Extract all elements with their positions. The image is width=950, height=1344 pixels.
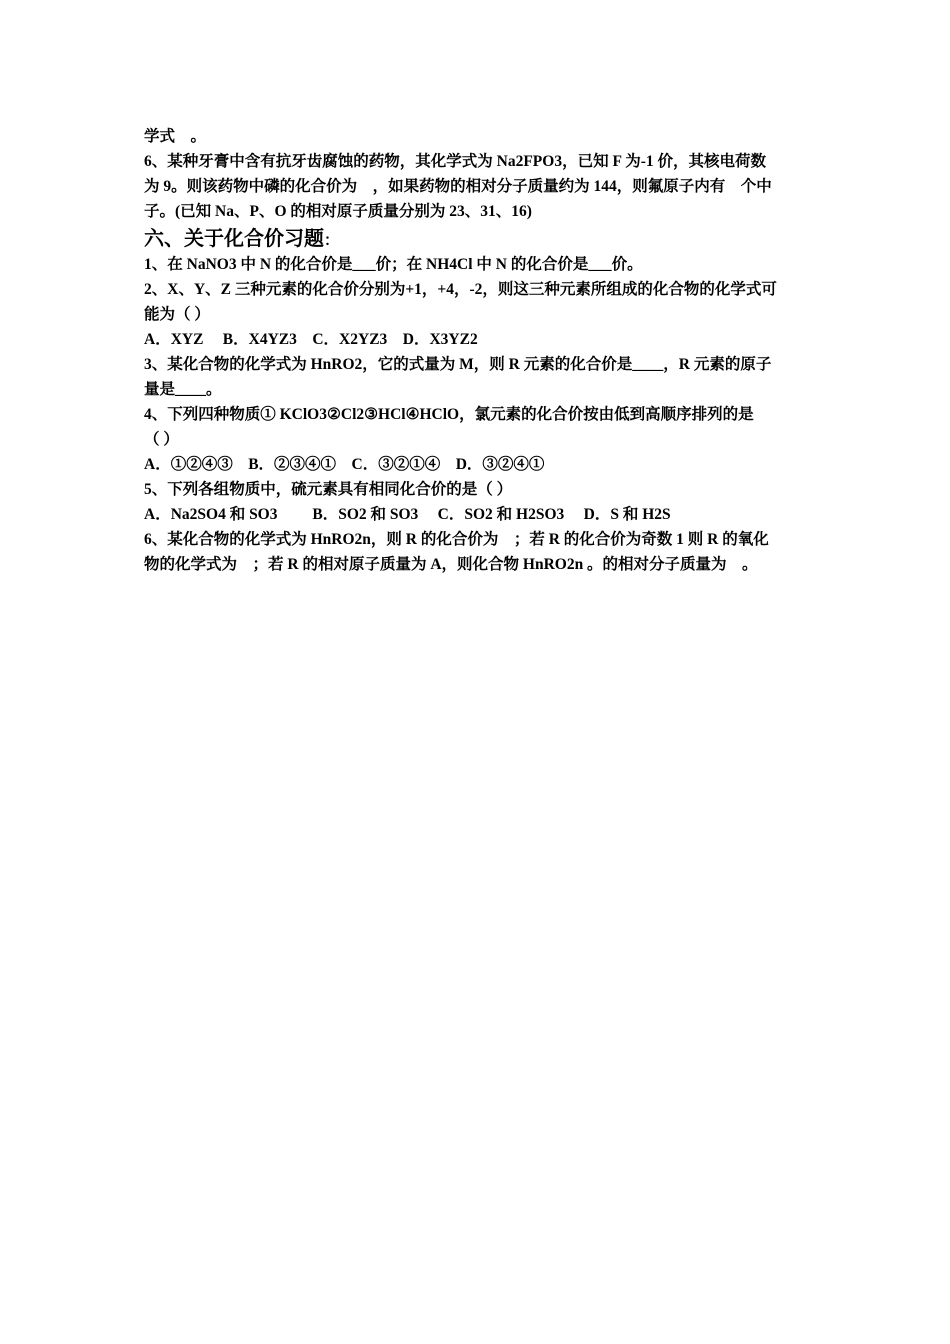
section-title: 六、关于化合价习题 xyxy=(144,226,324,250)
question-line: 物的化学式为 ；若 R 的相对原子质量为 A，则化合物 HnRO2n 。的相对分子质量为 。 xyxy=(144,556,758,573)
answer-options: A．XYZ B．X4YZ3 C．X2YZ3 D．X3YZ2 xyxy=(144,331,478,348)
text-line: 子。(已知 Na、P、O 的相对原子质量分别为 23、31、16) xyxy=(144,203,532,220)
question-line: 能为（ ） xyxy=(144,306,210,323)
question-line: 2、X、Y、Z 三种元素的化合价分别为+1，+4，-2，则这三种元素所组成的化合物的化学式可 xyxy=(144,281,777,298)
document-page xyxy=(144,124,810,577)
answer-options: A．Na2SO4 和 SO3 B．SO2 和 SO3 C．SO2 和 H2SO3 D．S 和 H2S xyxy=(144,506,671,523)
answer-options: A．①②④③ B．②③④① C．③②①④ D．③②④① xyxy=(144,456,545,473)
text-line: 为 9。则该药物中磷的化合价为 ，如果药物的相对分子质量约为 144，则氟原子内有 个中 xyxy=(144,178,772,195)
question-line: 5、下列各组物质中，硫元素具有相同化合价的是（ ） xyxy=(144,481,513,498)
question-line: 3、某化合物的化学式为 HnRO2，它的式量为 M，则 R 元素的化合价是____，R 元素的原子 xyxy=(144,356,772,373)
section-heading xyxy=(144,224,810,252)
question-line: 4、下列四种物质① KClO3②Cl2③HCl④HClO，氯元素的化合价按由低到高顺序排列的是 xyxy=(144,406,754,423)
section-colon: ： xyxy=(324,231,340,249)
text-line: 学式 。 xyxy=(144,128,207,145)
question-line: （ ） xyxy=(144,431,179,448)
question-line: 6、某化合物的化学式为 HnRO2n，则 R 的化合价为 ；若 R 的化合价为奇数 1 则 R 的氧化 xyxy=(144,531,769,548)
question-line: 1、在 NaNO3 中 N 的化合价是___价；在 NH4Cl 中 N 的化合价是___价。 xyxy=(144,256,643,273)
question-line: 量是____。 xyxy=(144,381,222,398)
text-line: 6、某种牙膏中含有抗牙齿腐蚀的药物，其化学式为 Na2FPO3，已知 F 为-1 价，其核电荷数 xyxy=(144,153,766,170)
